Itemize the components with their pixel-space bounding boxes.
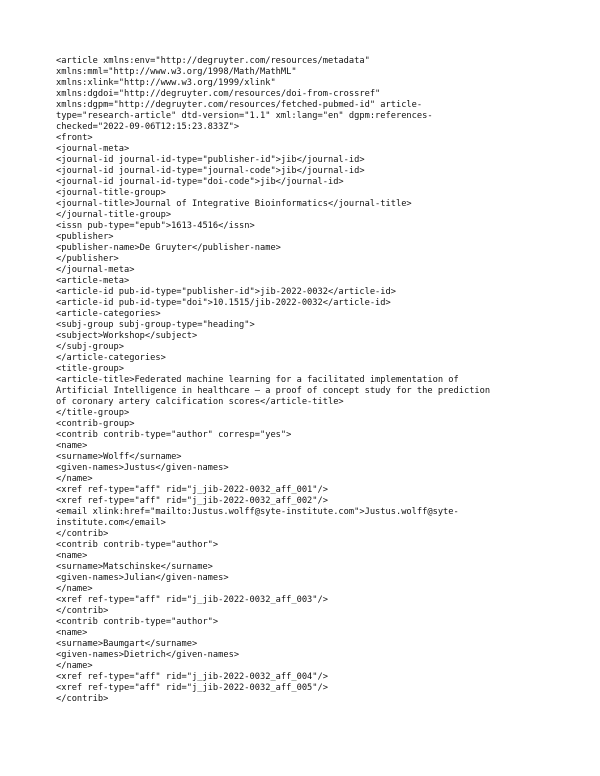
xml-line: <xref ref-type="aff" rid="j_jib-2022-0032_aff_005"/> — [56, 683, 328, 693]
xml-line: <contrib contrib-type="author"> — [56, 540, 219, 550]
xml-line: </contrib> — [56, 606, 109, 616]
xml-line: <name> — [56, 551, 88, 561]
xml-line: <journal-title>Journal of Integrative Bioinformatics</journal-title> — [56, 199, 412, 209]
xml-line: </subj-group> — [56, 342, 124, 352]
xml-line: <xref ref-type="aff" rid="j_jib-2022-0032_aff_001"/> — [56, 485, 328, 495]
xml-line: xmlns:dgpm="http://degruyter.com/resources/fetched-pubmed-id" article- — [56, 100, 423, 110]
xml-line: <article-id pub-id-type="publisher-id">jib-2022-0032</article-id> — [56, 287, 396, 297]
xml-line: <publisher> — [56, 232, 114, 242]
xml-line: <article xmlns:env="http://degruyter.com/resources/metadata" — [56, 56, 370, 66]
xml-line: <contrib-group> — [56, 419, 135, 429]
xml-line: <publisher-name>De Gruyter</publisher-name> — [56, 243, 281, 253]
xml-line: </article-categories> — [56, 353, 166, 363]
xml-line: <journal-id journal-id-type="journal-code">jib</journal-id> — [56, 166, 365, 176]
xml-line: <contrib contrib-type="author"> — [56, 617, 219, 627]
xml-line: </title-group> — [56, 408, 130, 418]
xml-line: institute.com</email> — [56, 518, 166, 528]
xml-line: <surname>Baumgart</surname> — [56, 639, 198, 649]
xml-line: </journal-meta> — [56, 265, 135, 275]
xml-line: xmlns:mml="http://www.w3.org/1998/Math/MathML" — [56, 67, 297, 77]
xml-line: <article-meta> — [56, 276, 130, 286]
xml-line: <name> — [56, 628, 88, 638]
xml-line: type="research-article" dtd-version="1.1" xml:lang="en" dgpm:references- — [56, 111, 433, 121]
xml-line: <front> — [56, 133, 93, 143]
xml-line: <article-id pub-id-type="doi">10.1515/jib-2022-0032</article-id> — [56, 298, 391, 308]
xml-line: <email xlink:href="mailto:Justus.wolff@syte-institute.com">Justus.wolff@syte- — [56, 507, 459, 517]
xml-line: <journal-id journal-id-type="doi-code">jib</journal-id> — [56, 177, 344, 187]
xml-line: xmlns:xlink="http://www.w3.org/1999/xlink" — [56, 78, 276, 88]
xml-line: <xref ref-type="aff" rid="j_jib-2022-0032_aff_003"/> — [56, 595, 328, 605]
xml-line: <contrib contrib-type="author" corresp="yes"> — [56, 430, 292, 440]
xml-line: <surname>Matschinske</surname> — [56, 562, 213, 572]
xml-line: <title-group> — [56, 364, 124, 374]
xml-line: </contrib> — [56, 529, 109, 539]
xml-line: <article-categories> — [56, 309, 161, 319]
xml-line: </publisher> — [56, 254, 119, 264]
xml-line: <given-names>Justus</given-names> — [56, 463, 229, 473]
xml-line: <article-title>Federated machine learning for a facilitated implementation of — [56, 375, 459, 385]
xml-line: <surname>Wolff</surname> — [56, 452, 182, 462]
xml-line: <name> — [56, 441, 88, 451]
xml-line: </name> — [56, 584, 93, 594]
xml-line: Artificial Intelligence in healthcare – a proof of concept study for the prediction — [56, 386, 491, 396]
xml-line: <subj-group subj-group-type="heading"> — [56, 320, 255, 330]
xml-line: <subject>Workshop</subject> — [56, 331, 198, 341]
xml-line: <journal-title-group> — [56, 188, 166, 198]
xml-source-text — [56, 56, 556, 705]
xml-line: </contrib> — [56, 694, 109, 704]
xml-line: <given-names>Julian</given-names> — [56, 573, 229, 583]
xml-line: <xref ref-type="aff" rid="j_jib-2022-0032_aff_002"/> — [56, 496, 328, 506]
xml-line: </name> — [56, 474, 93, 484]
xml-line: <xref ref-type="aff" rid="j_jib-2022-0032_aff_004"/> — [56, 672, 328, 682]
xml-line: checked="2022-09-06T12:15:23.833Z"> — [56, 122, 240, 132]
xml-line: <given-names>Dietrich</given-names> — [56, 650, 240, 660]
xml-line: <journal-meta> — [56, 144, 130, 154]
xml-line: </journal-title-group> — [56, 210, 172, 220]
xml-line: <issn pub-type="epub">1613-4516</issn> — [56, 221, 255, 231]
xml-line: <journal-id journal-id-type="publisher-id">jib</journal-id> — [56, 155, 365, 165]
xml-line: </name> — [56, 661, 93, 671]
xml-line: of coronary artery calcification scores</article-title> — [56, 397, 344, 407]
xml-line: xmlns:dgdoi="http://degruyter.com/resources/doi-from-crossref" — [56, 89, 381, 99]
